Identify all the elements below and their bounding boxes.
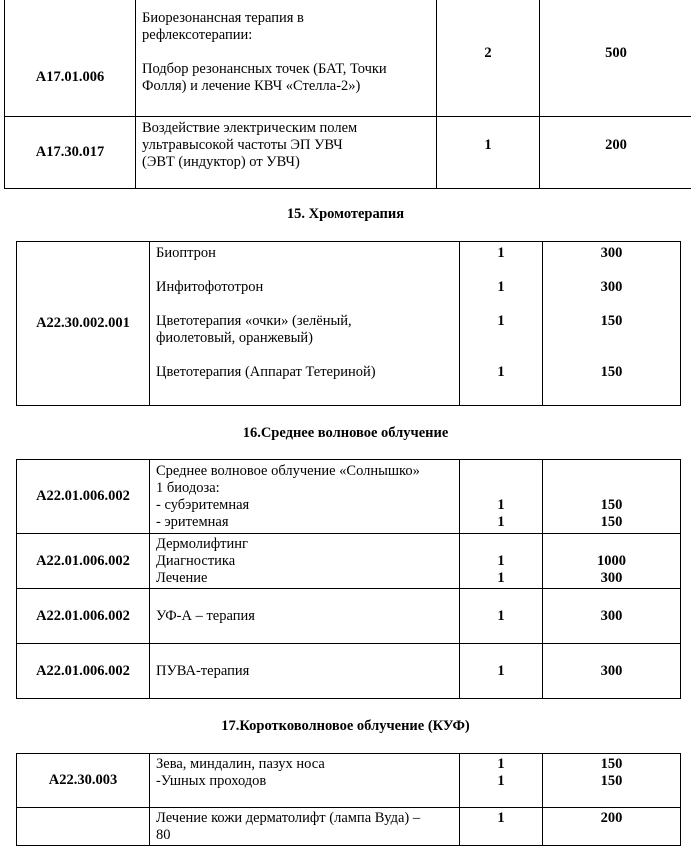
desc-line: Зева, миндалин, пазух носа bbox=[156, 756, 325, 772]
table-chromotherapy bbox=[16, 241, 681, 406]
quantity-cell bbox=[460, 808, 543, 846]
table-row bbox=[17, 534, 681, 589]
desc-line: Фолля) и лечение КВЧ «Стелла-2») bbox=[142, 78, 361, 94]
qty-value bbox=[460, 463, 542, 480]
table-short-wave bbox=[16, 753, 681, 846]
service-code: A17.30.017 bbox=[5, 117, 136, 189]
qty-value: 1 bbox=[497, 662, 505, 679]
spacer bbox=[460, 330, 542, 347]
desc-line bbox=[142, 44, 432, 61]
price-value: 150 bbox=[600, 313, 623, 329]
service-description bbox=[150, 808, 460, 846]
price-value bbox=[543, 480, 680, 497]
qty-value: 1 bbox=[497, 570, 505, 586]
desc-line: - субэритемная bbox=[156, 497, 250, 513]
price-value: 300 bbox=[600, 245, 623, 261]
table-row bbox=[17, 808, 681, 846]
spacer bbox=[156, 296, 455, 313]
desc-line: Воздействие электрическим полем bbox=[142, 120, 358, 136]
spacer bbox=[460, 262, 542, 279]
spacer bbox=[460, 296, 542, 313]
desc-line: 1 биодоза: bbox=[156, 480, 220, 496]
spacer bbox=[543, 262, 680, 279]
price-cell bbox=[543, 242, 681, 406]
desc-line: 80 bbox=[156, 827, 171, 843]
quantity-cell bbox=[460, 644, 543, 699]
qty-value: 1 bbox=[497, 313, 505, 329]
service-description bbox=[150, 589, 460, 644]
qty-value: 1 bbox=[497, 514, 505, 530]
price-value: 150 bbox=[600, 364, 623, 380]
service-description bbox=[150, 242, 460, 406]
service-description bbox=[136, 117, 437, 189]
desc-line: Подбор резонансных точек (БАТ, Точки bbox=[142, 61, 387, 77]
service-description bbox=[136, 0, 437, 117]
spacer bbox=[156, 262, 455, 279]
quantity-cell bbox=[460, 534, 543, 589]
price-value bbox=[543, 536, 680, 553]
spacer bbox=[543, 330, 680, 347]
price-value bbox=[543, 463, 680, 480]
item-name: Инфитофототрон bbox=[156, 279, 264, 295]
table-row bbox=[17, 242, 681, 406]
service-code: A22.30.003 bbox=[17, 754, 150, 808]
table-row bbox=[17, 460, 681, 534]
section-heading: 15. Хромотерапия bbox=[286, 206, 405, 222]
qty-value: 1 bbox=[497, 245, 505, 261]
service-code: A22.01.006.002 bbox=[17, 644, 150, 699]
service-code: A22.01.006.002 bbox=[17, 589, 150, 644]
price-value: 300 bbox=[600, 279, 623, 295]
price-value: 300 bbox=[600, 607, 623, 624]
qty-value: 1 bbox=[497, 279, 505, 295]
price-value: 300 bbox=[600, 570, 623, 586]
item-name: Цветотерапия «очки» (зелёный, bbox=[156, 313, 352, 329]
desc-line: ультравысокой частоты ЭП УВЧ bbox=[142, 137, 343, 153]
desc-line: рефлексотерапии: bbox=[142, 27, 253, 43]
price-cell: 200 bbox=[540, 117, 691, 189]
desc-line: (ЭВТ (индуктор) от УВЧ) bbox=[142, 154, 300, 170]
item-name: Цветотерапия (Аппарат Тетериной) bbox=[156, 364, 376, 380]
spacer bbox=[543, 296, 680, 313]
price-cell bbox=[543, 534, 681, 589]
service-code: A22.01.006.002 bbox=[17, 460, 150, 534]
price-cell: 500 bbox=[540, 0, 691, 117]
price-cell bbox=[543, 589, 681, 644]
table-row bbox=[17, 589, 681, 644]
price-value: 200 bbox=[600, 810, 623, 826]
desc-line: Среднее волновое облучение «Солнышко» bbox=[156, 463, 420, 479]
service-code: A22.01.006.002 bbox=[17, 534, 150, 589]
qty-value: 1 bbox=[497, 364, 505, 380]
qty-value: 1 bbox=[497, 810, 505, 826]
price-value: 1000 bbox=[597, 553, 626, 569]
spacer bbox=[543, 347, 680, 364]
qty-value: 1 bbox=[497, 553, 505, 569]
service-code: A22.30.002.001 bbox=[17, 242, 150, 406]
price-cell bbox=[543, 808, 681, 846]
quantity-cell bbox=[460, 589, 543, 644]
desc-line: Лечение bbox=[156, 570, 208, 586]
table-top bbox=[4, 0, 691, 189]
spacer bbox=[156, 347, 455, 364]
qty-value: 1 bbox=[497, 497, 505, 513]
section-heading: 16.Среднее волновое облучение bbox=[242, 425, 449, 441]
qty-value: 1 bbox=[497, 756, 505, 772]
price-cell bbox=[543, 754, 681, 808]
quantity-cell bbox=[460, 460, 543, 534]
service-description bbox=[150, 460, 460, 534]
desc-line: Диагностика bbox=[156, 553, 236, 569]
desc-line: - эритемная bbox=[156, 514, 229, 530]
quantity-cell bbox=[460, 242, 543, 406]
desc-line: УФ-А – терапия bbox=[156, 607, 255, 624]
spacer bbox=[460, 347, 542, 364]
qty-value bbox=[460, 480, 542, 497]
service-description bbox=[150, 644, 460, 699]
quantity-cell: 1 bbox=[437, 117, 540, 189]
quantity-cell bbox=[460, 754, 543, 808]
table-row bbox=[17, 754, 681, 808]
price-cell bbox=[543, 460, 681, 534]
desc-line: ПУВА-терапия bbox=[156, 662, 250, 679]
table-medium-wave bbox=[16, 459, 681, 699]
item-name: Биоптрон bbox=[156, 245, 216, 261]
item-name: фиолетовый, оранжевый) bbox=[156, 330, 314, 346]
service-code bbox=[17, 808, 150, 846]
desc-line: Биорезонансная терапия в bbox=[142, 10, 304, 26]
desc-line: Лечение кожи дерматолифт (лампа Вуда) – bbox=[156, 810, 421, 826]
desc-line: Дермолифтинг bbox=[156, 536, 248, 552]
service-description bbox=[150, 534, 460, 589]
desc-line: -Ушных проходов bbox=[156, 773, 267, 789]
table-row bbox=[5, 117, 691, 189]
section-heading: 17.Коротковолновое облучение (КУФ) bbox=[221, 718, 470, 734]
price-value: 300 bbox=[600, 662, 623, 679]
price-value: 150 bbox=[600, 756, 623, 772]
price-cell bbox=[543, 644, 681, 699]
qty-value: 1 bbox=[497, 607, 505, 624]
price-value: 150 bbox=[600, 514, 623, 530]
qty-value: 1 bbox=[497, 773, 505, 789]
quantity-cell: 2 bbox=[437, 0, 540, 117]
table-row bbox=[5, 0, 691, 117]
service-code: A17.01.006 bbox=[5, 0, 136, 117]
table-row bbox=[17, 644, 681, 699]
service-description bbox=[150, 754, 460, 808]
price-value: 150 bbox=[600, 773, 623, 789]
qty-value bbox=[460, 536, 542, 553]
price-value: 150 bbox=[600, 497, 623, 513]
